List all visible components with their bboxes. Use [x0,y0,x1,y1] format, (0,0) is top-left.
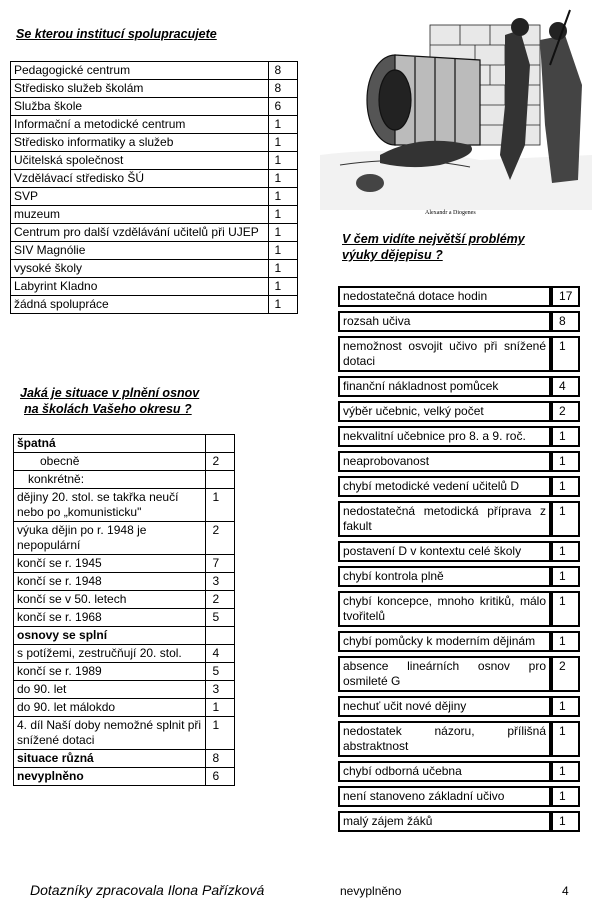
table-row [338,451,580,472]
row-count: 5 [206,609,235,627]
row-count: 1 [551,721,580,757]
table-row [14,768,235,786]
row-label: chybí kontrola plně [338,566,551,587]
row-count: 1 [551,631,580,652]
row-count: 8 [206,750,235,768]
table-row [11,224,298,242]
row-count: 1 [206,717,235,750]
row-count: 1 [551,591,580,627]
row-count: 5 [206,663,235,681]
table-row [11,152,298,170]
row-label: konkrétně: [14,471,206,489]
row-count: 8 [551,311,580,332]
row-count: 1 [551,566,580,587]
row-count: 8 [268,80,297,98]
row-label: nedostatek názoru, přílišná abstraktnost [338,721,551,757]
table-row [14,627,235,645]
row-label: nedostatečná dotace hodin [338,286,551,307]
row-count: 1 [551,761,580,782]
row-label: chybí metodické vedení učitelů D [338,476,551,497]
row-count: 2 [551,401,580,422]
table-row [14,573,235,591]
row-count: 1 [551,336,580,372]
row-count: 7 [206,555,235,573]
problems-table [338,282,580,836]
row-label: Pedagogické centrum [11,62,269,80]
table-row [11,278,298,296]
table-row [338,476,580,497]
table-row [14,717,235,750]
row-count: 1 [206,699,235,717]
table-row [338,401,580,422]
row-label: do 90. let málokdo [14,699,206,717]
row-label: Služba škole [11,98,269,116]
row-count: 1 [551,451,580,472]
row-label: SVP [11,188,269,206]
illustration-caption: Alexandr a Diogenes [425,210,476,216]
row-label: muzeum [11,206,269,224]
row-label: končí se r. 1948 [14,573,206,591]
table-row [11,170,298,188]
row-label: SIV Magnólie [11,242,269,260]
row-count: 1 [268,170,297,188]
table-row [14,489,235,522]
row-label: špatná [14,435,206,453]
row-count: 1 [551,476,580,497]
row-label: nemožnost osvojit učivo při snížené dotaci [338,336,551,372]
table-row [338,541,580,562]
row-label: nekvalitní učebnice pro 8. a 9. roč. [338,426,551,447]
row-count [206,627,235,645]
section2-heading [20,385,199,417]
table-row [14,645,235,663]
row-label: nevyplněno [14,768,206,786]
table-row [11,206,298,224]
row-count: 3 [206,681,235,699]
row-count: 1 [206,489,235,522]
row-label: Středisko služeb školám [11,80,269,98]
table-row [14,435,235,453]
table-row [14,609,235,627]
section3-heading [342,231,525,263]
row-count: 1 [268,116,297,134]
curriculum-table [13,434,235,786]
row-label: neaprobovanost [338,451,551,472]
row-label: není stanoveno základní učivo [338,786,551,807]
row-label: osnovy se splní [14,627,206,645]
row-label: výběr učebnic, velký počet [338,401,551,422]
row-label: vysoké školy [11,260,269,278]
row-count: 17 [551,286,580,307]
table-row [11,98,298,116]
row-label: Centrum pro další vzdělávání učitelů při UJEP [11,224,269,242]
table-row [14,471,235,489]
section3-heading-line1: V čem vidíte největší problémy [342,232,525,246]
table-row [338,811,580,832]
table-row [338,426,580,447]
row-label: 4. díl Naší doby nemožné splnit při snížené dotaci [14,717,206,750]
row-label: Informační a metodické centrum [11,116,269,134]
table-row [11,116,298,134]
row-count: 1 [268,152,297,170]
table-row [14,663,235,681]
row-count [206,435,235,453]
table-row [14,453,235,471]
table-row [338,376,580,397]
row-count: 8 [268,62,297,80]
row-label: obecně [14,453,206,471]
row-label: chybí pomůcky k moderním dějinám [338,631,551,652]
row-count: 2 [206,591,235,609]
section2-heading-line1: Jaká je situace v plnění osnov [20,386,200,400]
row-label: Labyrint Kladno [11,278,269,296]
row-count [206,471,235,489]
table-row [11,260,298,278]
row-count: 1 [268,260,297,278]
row-label: finanční nákladnost pomůcek [338,376,551,397]
table-row [14,750,235,768]
problems-not-filled-label: nevyplněno [340,884,402,898]
row-count: 1 [268,188,297,206]
row-label: chybí odborná učebna [338,761,551,782]
table-row [338,311,580,332]
row-label: končí se r. 1945 [14,555,206,573]
table-row [338,696,580,717]
table-row [338,566,580,587]
row-count: 1 [268,134,297,152]
row-label: rozsah učiva [338,311,551,332]
row-count: 1 [551,541,580,562]
table-row [11,188,298,206]
section2-heading-line2: na školách Vašeho okresu ? [24,402,192,416]
row-count: 1 [268,242,297,260]
table-row [338,591,580,627]
alexander-diogenes-illustration [320,5,592,210]
table-row [14,681,235,699]
row-count: 6 [268,98,297,116]
table-row [14,591,235,609]
row-label: malý zájem žáků [338,811,551,832]
row-count: 1 [268,296,297,314]
row-label: s potížemi, zestručňují 20. stol. [14,645,206,663]
row-count: 6 [206,768,235,786]
table-row [14,699,235,717]
table-row [11,296,298,314]
row-count: 1 [551,786,580,807]
row-count: 1 [551,426,580,447]
row-label: dějiny 20. stol. se takřka neučí nebo po „komunisticku" [14,489,206,522]
row-count: 1 [268,278,297,296]
row-count: 2 [206,453,235,471]
problems-not-filled-value: 4 [562,884,569,898]
table-row [14,522,235,555]
row-label: končí se v 50. letech [14,591,206,609]
table-row [338,656,580,692]
row-count: 4 [206,645,235,663]
row-count: 1 [551,811,580,832]
row-label: končí se r. 1968 [14,609,206,627]
row-label: absence lineárních osnov pro osmileté G [338,656,551,692]
row-label: výuka dějin po r. 1948 je nepopulární [14,522,206,555]
row-label: situace různá [14,750,206,768]
table-row [338,761,580,782]
table-row [338,286,580,307]
table-row [11,62,298,80]
row-label: nedostatečná metodická příprava z fakult [338,501,551,537]
row-label: končí se r. 1989 [14,663,206,681]
row-count: 1 [268,206,297,224]
row-label: chybí koncepce, mnoho kritiků, málo tvořitelů [338,591,551,627]
institutions-table [10,61,298,314]
row-label: nechuť učit nové dějiny [338,696,551,717]
row-count: 2 [551,656,580,692]
table-row [338,501,580,537]
row-label: do 90. let [14,681,206,699]
row-label: Vzdělávací středisko ŠÚ [11,170,269,188]
table-row [11,80,298,98]
row-label: žádná spolupráce [11,296,269,314]
row-count: 3 [206,573,235,591]
table-row [14,555,235,573]
footer-author: Dotazníky zpracovala Ilona Pařízková [30,882,265,898]
row-count: 1 [551,501,580,537]
row-label: Středisko informatiky a služeb [11,134,269,152]
section1-heading: Se kterou institucí spolupracujete [16,27,217,41]
table-row [338,631,580,652]
row-count: 4 [551,376,580,397]
section3-heading-line2: výuky dějepisu ? [342,248,443,262]
table-row [11,134,298,152]
row-count: 1 [551,696,580,717]
row-count: 2 [206,522,235,555]
row-count: 1 [268,224,297,242]
table-row [11,242,298,260]
row-label: Učitelská společnost [11,152,269,170]
table-row [338,336,580,372]
table-row [338,721,580,757]
row-label: postavení D v kontextu celé školy [338,541,551,562]
table-row [338,786,580,807]
